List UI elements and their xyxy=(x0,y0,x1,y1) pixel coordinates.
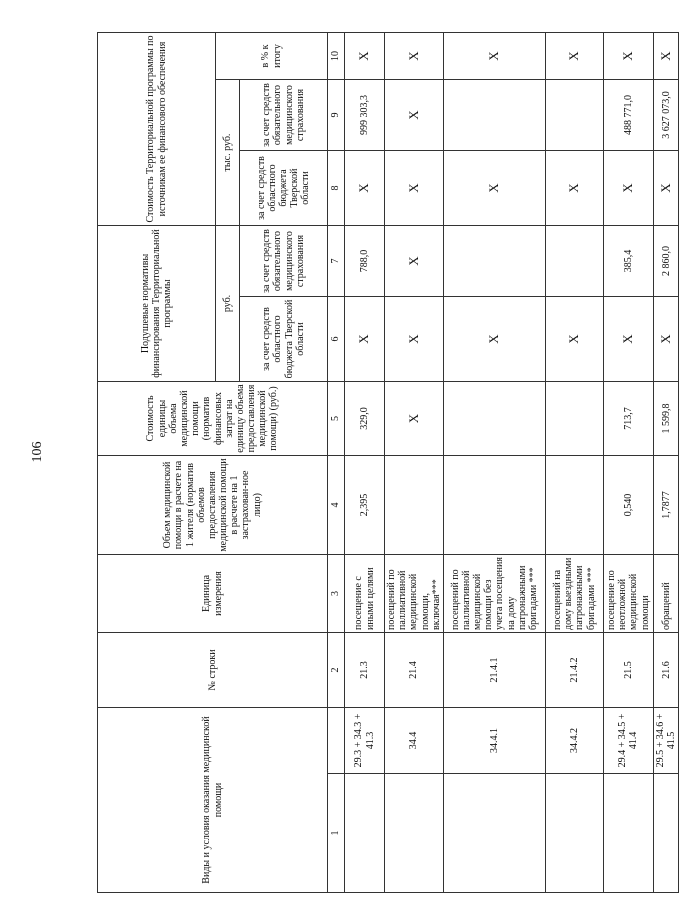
header-per-capita-group: Подушевые нормативы финансирования Территориальной программы xyxy=(98,226,216,382)
percent-cell: Х xyxy=(385,32,444,79)
cost-oms-cell: 999 303,3 xyxy=(345,80,385,151)
header-kind: Виды и условия оказания медицинской помощи xyxy=(98,708,328,893)
row-number-cell: 21.4 xyxy=(385,633,444,708)
cost-cell xyxy=(545,382,603,456)
kind-cell-empty xyxy=(653,774,678,893)
cost-oms-cell: Х xyxy=(385,80,444,151)
volume-cell xyxy=(443,456,545,555)
col-number: 5 xyxy=(328,382,345,456)
row-number-cell: 21.4.1 xyxy=(443,633,545,708)
volume-cell: 0,540 xyxy=(603,456,653,555)
unit-cell: посещение с иными целями xyxy=(345,555,385,633)
cost-cell xyxy=(443,382,545,456)
header-unit: Единица измерения xyxy=(98,555,328,633)
header-cost-unit-label: тыс. руб. xyxy=(216,80,240,226)
unit-cell: посещение по неотложной медицинской помощи xyxy=(603,555,653,633)
col-number: 9 xyxy=(328,80,345,151)
pc-budget-cell: Х xyxy=(603,297,653,382)
col-number: 2 xyxy=(328,633,345,708)
kind-cell-empty xyxy=(443,774,545,893)
header-pc-budget: за счет средств областного бюджета Тверской области xyxy=(240,297,328,382)
col-number: 6 xyxy=(328,297,345,382)
kind-cell: 34.4 xyxy=(385,708,444,774)
financing-table xyxy=(97,32,679,893)
percent-cell: Х xyxy=(443,32,545,79)
row-number-cell: 21.3 xyxy=(345,633,385,708)
volume-cell: 1,7877 xyxy=(653,456,678,555)
col-number: 1 xyxy=(328,774,345,893)
percent-cell: Х xyxy=(653,32,678,79)
kind-cell-empty xyxy=(603,774,653,893)
cost-budget-cell: Х xyxy=(653,151,678,226)
percent-cell: Х xyxy=(345,32,385,79)
cost-oms-cell xyxy=(443,80,545,151)
col-number: 10 xyxy=(328,32,345,79)
table-row xyxy=(443,32,545,892)
col-number: 7 xyxy=(328,226,345,297)
header-cost-budget: за счет средств областного бюджета Тверской области xyxy=(240,151,328,226)
table-row xyxy=(653,32,678,892)
pc-budget-cell: Х xyxy=(545,297,603,382)
volume-cell xyxy=(385,456,444,555)
unit-cell: обращений xyxy=(653,555,678,633)
pc-oms-cell xyxy=(545,226,603,297)
unit-cell: посещений по паллиативной медицинской помощи, включая*** xyxy=(385,555,444,633)
pc-oms-cell xyxy=(443,226,545,297)
header-percent: в % к итогу xyxy=(216,32,328,79)
cost-budget-cell: Х xyxy=(345,151,385,226)
kind-cell-empty xyxy=(385,774,444,893)
pc-budget-cell: Х xyxy=(345,297,385,382)
volume-cell xyxy=(545,456,603,555)
pc-oms-cell: Х xyxy=(385,226,444,297)
header-cost-group: Стоимость Территориальной программы по источникам ее финансового обеспечения xyxy=(98,32,216,225)
cost-cell: Х xyxy=(385,382,444,456)
header-volume: Объем медицинской помощи в расчете на 1 жителя (норматив объемов предоставления медицинской помощи в расчете на 1 застрахован-ное лицо) xyxy=(98,456,328,555)
cost-cell: 329,0 xyxy=(345,382,385,456)
col-number: 4 xyxy=(328,456,345,555)
row-number-cell: 21.6 xyxy=(653,633,678,708)
pc-oms-cell: 385,4 xyxy=(603,226,653,297)
cost-budget-cell: Х xyxy=(443,151,545,226)
header-cost-unit: Стоимость единицы объема медицинской помощи (норматив финансовых затрат на единицу объема предоставления медицинской помощи) (руб.) xyxy=(98,382,328,456)
cost-cell: 713,7 xyxy=(603,382,653,456)
kind-cell: 34.4.1 xyxy=(443,708,545,774)
page-number: 106 xyxy=(30,441,45,463)
cost-oms-cell xyxy=(545,80,603,151)
table-row xyxy=(603,32,653,892)
table-row xyxy=(385,32,444,892)
unit-cell: посещений на дому выездными патронажными бригадами *** xyxy=(545,555,603,633)
header-per-capita-unit: руб. xyxy=(216,226,240,382)
volume-cell: 2,395 xyxy=(345,456,385,555)
kind-cell: 29.3 + 34.3 + 41.3 xyxy=(345,708,385,774)
cost-budget-cell: Х xyxy=(545,151,603,226)
col-number: 8 xyxy=(328,151,345,226)
kind-cell: 29.5 + 34.6 + 41.5 xyxy=(653,708,678,774)
cost-oms-cell: 488 771,0 xyxy=(603,80,653,151)
col-number: 3 xyxy=(328,555,345,633)
pc-oms-cell: 788,0 xyxy=(345,226,385,297)
percent-cell: Х xyxy=(603,32,653,79)
cost-cell: 1 599,8 xyxy=(653,382,678,456)
kind-cell-empty xyxy=(545,774,603,893)
rotated-table-container xyxy=(97,33,678,893)
kind-cell: 29.4 + 34.5 + 41.4 xyxy=(603,708,653,774)
kind-cell-empty xyxy=(345,774,385,893)
table-row xyxy=(545,32,603,892)
row-number-cell: 21.5 xyxy=(603,633,653,708)
pc-budget-cell: Х xyxy=(653,297,678,382)
pc-budget-cell: Х xyxy=(443,297,545,382)
percent-cell: Х xyxy=(545,32,603,79)
pc-budget-cell: Х xyxy=(385,297,444,382)
table-row xyxy=(345,32,385,892)
header-cost-oms: за счет средств обязательного медицинского страхования xyxy=(240,80,328,151)
cost-budget-cell: Х xyxy=(385,151,444,226)
header-pc-oms: за счет средств обязательного медицинского страхования xyxy=(240,226,328,297)
col-number-spacer xyxy=(328,708,345,774)
row-number-cell: 21.4.2 xyxy=(545,633,603,708)
kind-cell: 34.4.2 xyxy=(545,708,603,774)
cost-oms-cell: 3 627 073,0 xyxy=(653,80,678,151)
column-number-row xyxy=(328,32,345,892)
header-row-no: № строки xyxy=(98,633,328,708)
pc-oms-cell: 2 860,0 xyxy=(653,226,678,297)
cost-budget-cell: Х xyxy=(603,151,653,226)
unit-cell: посещений по паллиативной медицинской помощи без учета посещения на дому патронажными бригадами *** xyxy=(443,555,545,633)
